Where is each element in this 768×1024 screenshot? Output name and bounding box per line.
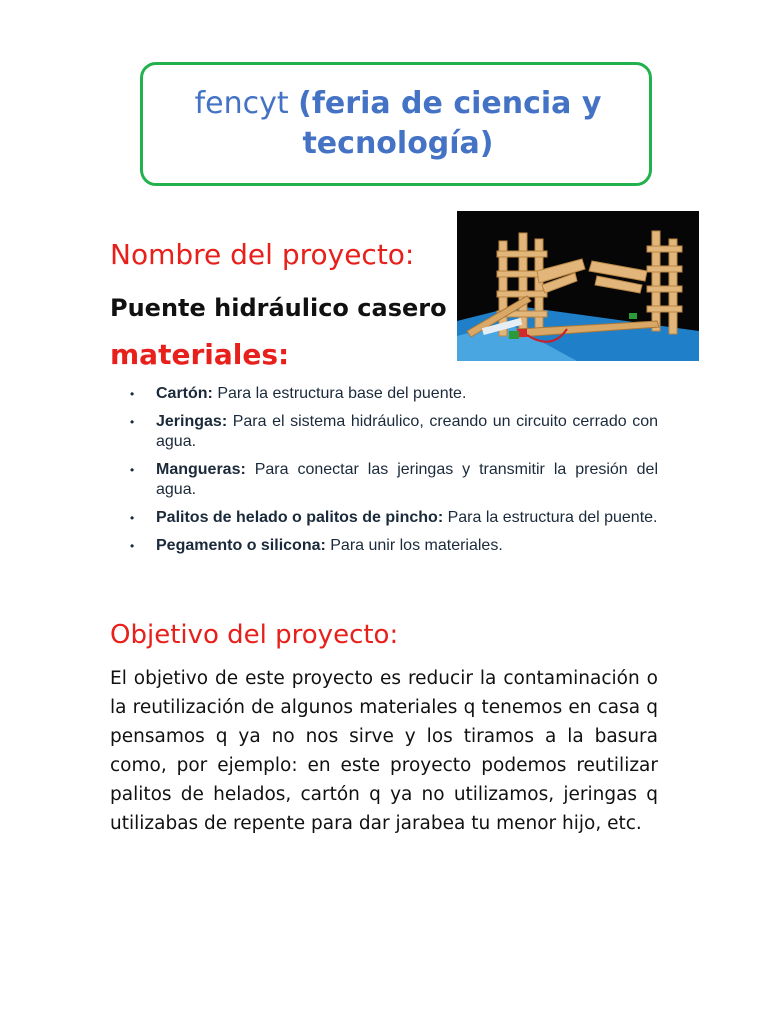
material-term: Jeringas: bbox=[156, 413, 228, 430]
material-term: Pegamento o silicona: bbox=[156, 537, 326, 554]
material-term: Cartón: bbox=[156, 385, 213, 402]
material-desc: Para unir los materiales. bbox=[325, 537, 503, 554]
objective-heading: Objetivo del proyecto: bbox=[110, 620, 399, 650]
material-desc: Para conectar las jeringas y transmitir la presión del agua. bbox=[156, 461, 658, 498]
material-desc: Para el sistema hidráulico, creando un circuito cerrado con agua. bbox=[156, 413, 658, 450]
material-term: Mangueras: bbox=[156, 461, 246, 478]
hydraulic-bridge-photo bbox=[457, 211, 699, 361]
material-desc: Para la estructura del puente. bbox=[443, 509, 658, 526]
materials-heading: materiales: bbox=[110, 338, 290, 371]
material-desc: Para la estructura base del puente. bbox=[212, 385, 467, 402]
title-bold: (feria de ciencia y tecnología) bbox=[298, 86, 602, 161]
photo-illustration bbox=[457, 211, 699, 361]
objective-paragraph: El objetivo de este proyecto es reducir la contaminación o la reutilización de algunos materiales q tenemos en casa q pensamos q ya no nos sirve y los tiramos a la basura como, por ejemplo: en este proyecto podemos reutilizar palitos de helados, cartón q ya no utilizamos, jeringas q utilizabas de repente para dar jarabea tu menor hijo, etc. bbox=[110, 668, 658, 834]
title-plain: fencyt bbox=[194, 86, 299, 121]
list-item: • Mangueras: Para conectar las jeringas y transmitir la presión del agua. bbox=[130, 461, 658, 498]
materials-list bbox=[130, 384, 658, 564]
project-name-heading: Nombre del proyecto: bbox=[110, 238, 415, 271]
list-item: • Pegamento o silicona: Para unir los materiales. bbox=[130, 537, 503, 554]
list-item: • Jeringas: Para el sistema hidráulico, creando un circuito cerrado con agua. bbox=[130, 413, 658, 450]
material-term: Palitos de helado o palitos de pincho: bbox=[156, 509, 444, 526]
page-title bbox=[138, 84, 658, 164]
project-name: Puente hidráulico casero bbox=[110, 294, 447, 322]
list-item: • Palitos de helado o palitos de pincho: Para la estructura del puente. bbox=[130, 509, 658, 526]
list-item: • Cartón: Para la estructura base del puente. bbox=[130, 385, 467, 402]
